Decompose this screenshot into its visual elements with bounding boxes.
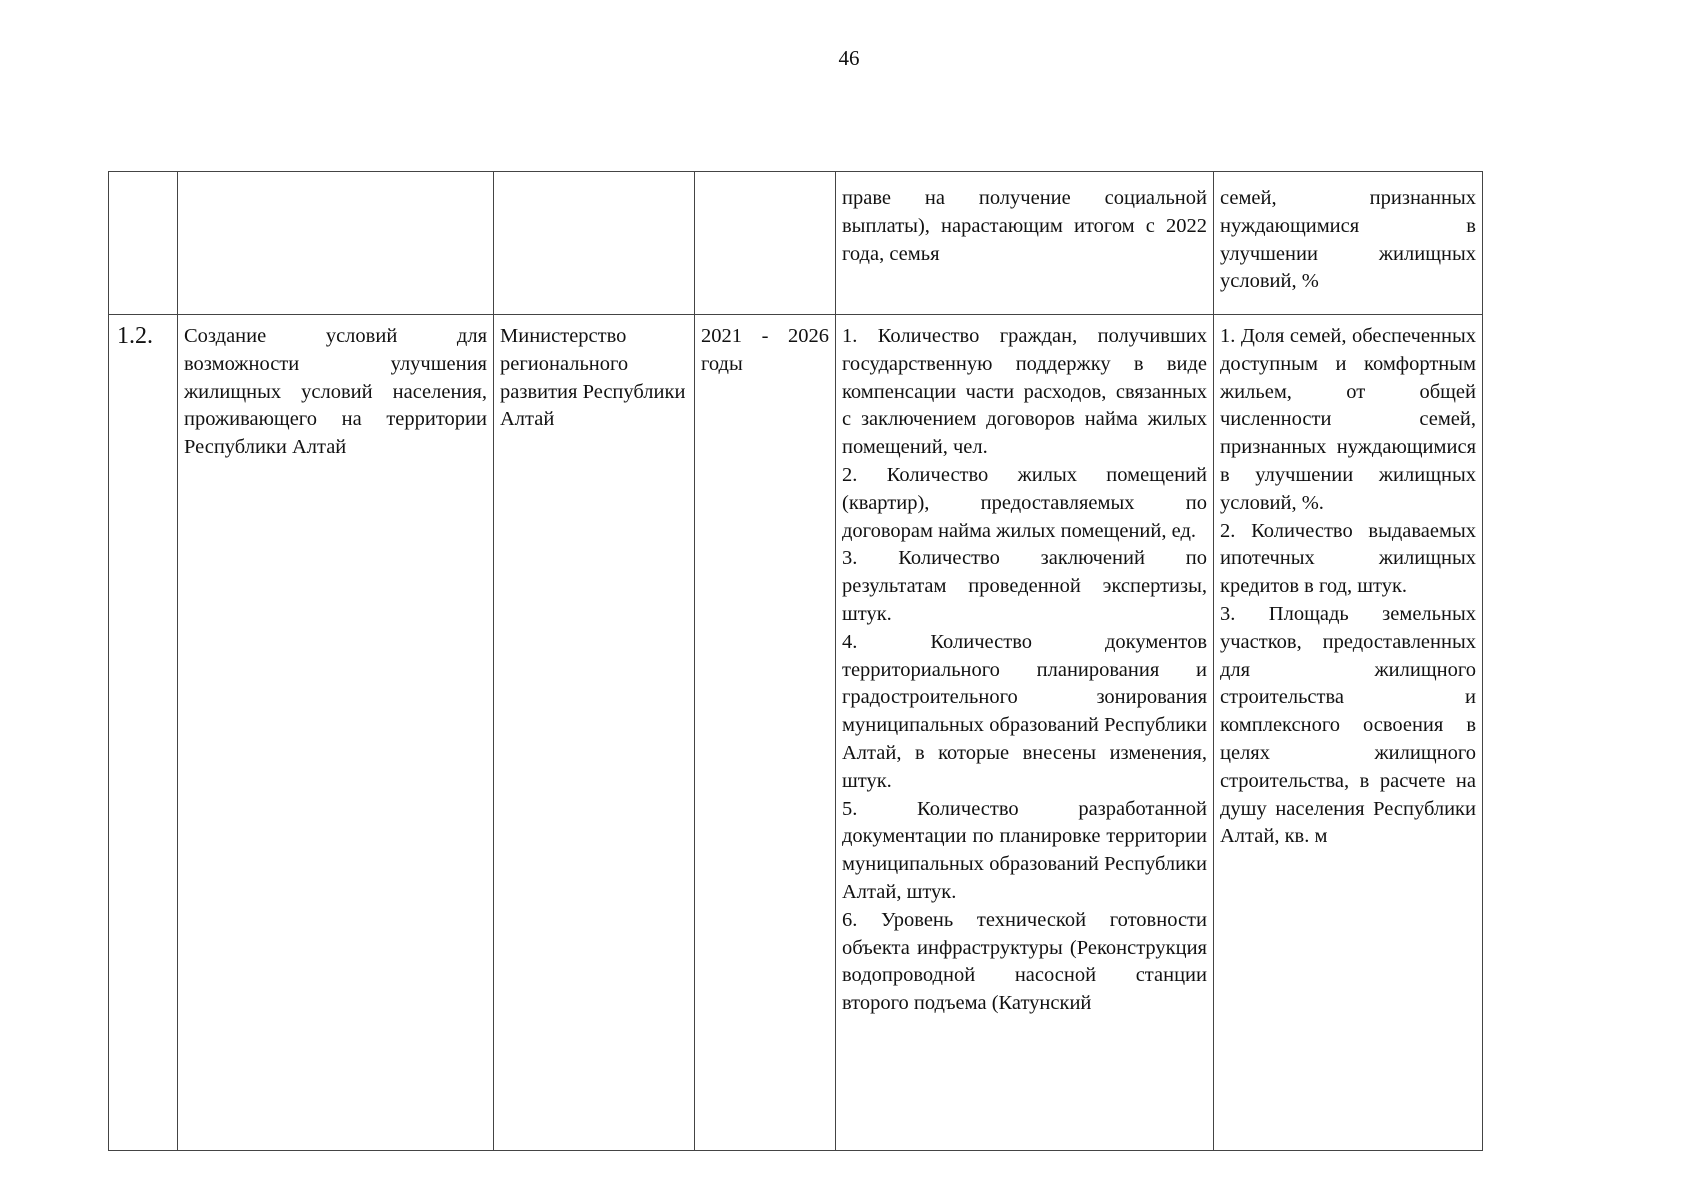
- cell-indicators: [836, 315, 1214, 1151]
- indicator-item: 5. Количество разработанной документации по планировке территории муниципальных образований Республики Алтай, штук.: [842, 797, 1207, 903]
- cell-targets: [1214, 315, 1483, 1151]
- cell-num: [109, 172, 178, 315]
- target-item: 1. Доля семей, обеспеченных доступным и комфортным жильем, от общей численности семей, признанных нуждающимися в улучшении жилищных условий, %.: [1220, 325, 1476, 514]
- page-number: 46: [838, 46, 860, 70]
- program-table: [108, 171, 1483, 1151]
- cell-num: 1.2.: [109, 315, 178, 1151]
- target-item: 2. Количество выдаваемых ипотечных жилищных кредитов в год, штук.: [1220, 519, 1476, 598]
- cell-period: [695, 172, 836, 315]
- indicator-item: 4. Количество документов территориального планирования и градостроительного зонирования муниципальных образований Республики Алтай, в которые внесены изменения, штук.: [842, 630, 1207, 792]
- table-row-1-2: [109, 315, 1483, 1151]
- indicator-item: 2. Количество жилых помещений (квартир), предоставляемых по договорам найма жилых помещений, ед.: [842, 463, 1207, 542]
- indicator-item: 3. Количество заключений по результатам проведенной экспертизы, штук.: [842, 547, 1207, 625]
- cell-period: 2021 - 2026 годы: [695, 315, 836, 1151]
- target-item: 3. Площадь земельных участков, предоставленных для жилищного строительства и комплексного освоения в целях жилищного строительства, в расчете на душу населения Республики Алтай, кв. м: [1220, 602, 1476, 848]
- cell-name: [178, 172, 494, 315]
- cell-name: Создание условий для возможности улучшения жилищных условий населения, проживающего на территории Республики Алтай: [178, 315, 494, 1151]
- cell-executor: Министерство регионального развития Республики Алтай: [494, 315, 695, 1151]
- cell-targets: семей, признанных нуждающимися в улучшении жилищных условий, %: [1214, 172, 1483, 315]
- indicator-item: 1. Количество граждан, получивших государственную поддержку в виде компенсации части расходов, связанных с заключением договоров найма жилых помещений, чел.: [842, 325, 1207, 459]
- table-row-continuation: [109, 172, 1483, 315]
- cell-indicators: праве на получение социальной выплаты), нарастающим итогом с 2022 года, семья: [836, 172, 1214, 315]
- indicator-item: 6. Уровень технической готовности объекта инфраструктуры (Реконструкция водопроводной насосной станции второго подъема (Катунский: [842, 908, 1207, 1015]
- cell-executor: [494, 172, 695, 315]
